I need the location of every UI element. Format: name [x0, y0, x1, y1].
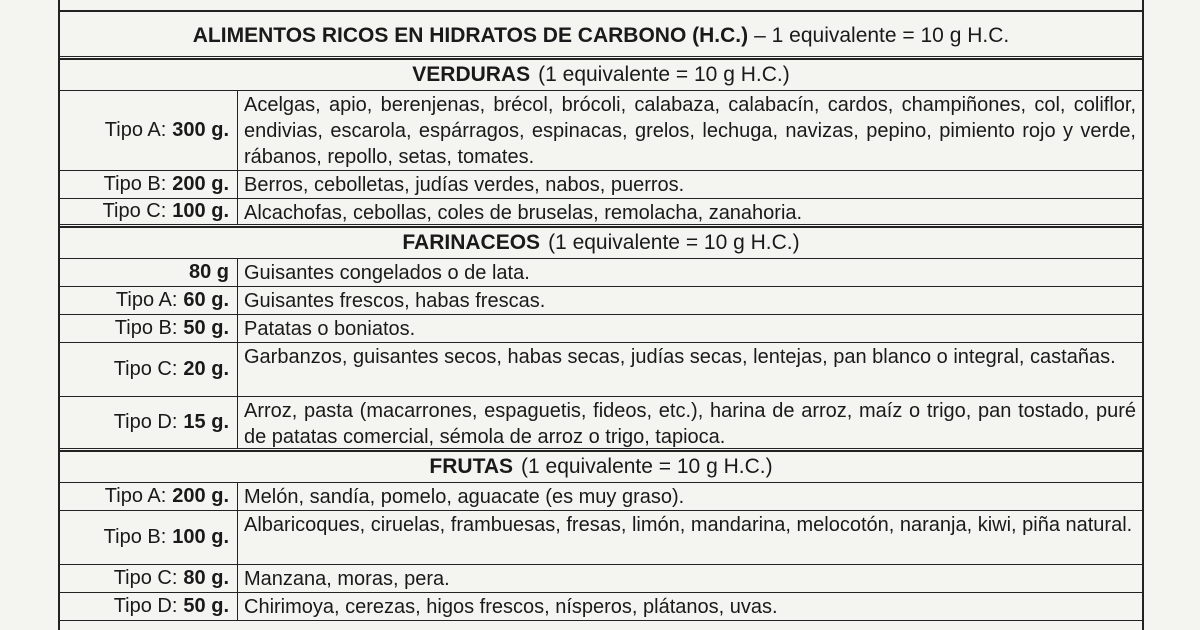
table-row: [60, 511, 1142, 565]
table-row: [60, 315, 1142, 343]
row-items: Guisantes frescos, habas frescas.: [244, 290, 546, 312]
row-amount: 60 g.: [183, 289, 229, 311]
row-items: Patatas o boniatos.: [244, 318, 416, 340]
table-row: [60, 343, 1142, 397]
row-label: [60, 91, 238, 170]
row-label: [60, 199, 238, 224]
row-amount: 15 g.: [183, 411, 229, 433]
row-label: [60, 315, 238, 342]
section-name: FRUTAS: [429, 455, 514, 478]
row-type: Tipo B:: [114, 317, 178, 339]
row-type: Tipo D:: [113, 595, 178, 617]
row-label: [60, 483, 238, 510]
section-header-farinaceos: [60, 227, 1142, 259]
row-amount: 100 g.: [172, 200, 229, 222]
row-amount: 20 g.: [183, 358, 229, 380]
row-items: Albaricoques, ciruelas, frambuesas, fresas, limón, mandarina, melocotón, naranja, kiwi, piña natural.: [244, 514, 1133, 536]
section-note: (1 equivalente = 10 g H.C.): [521, 455, 773, 478]
row-label: [60, 565, 238, 592]
row-items: Acelgas, apio, berenjenas, brécol, brócoli, calabaza, calabacín, cardos, champiñones, col, coliflor, endivias, escarola, espárragos, espinacas, grelos, lechuga, navizas, pepino, pimiento rojo y verde, rábanos, repollo, setas, tomates.: [244, 94, 1136, 168]
table-row: [60, 287, 1142, 315]
row-amount: 200 g.: [172, 173, 229, 195]
row-type: Tipo C:: [102, 200, 167, 222]
row-items: Manzana, moras, pera.: [244, 568, 450, 590]
row-items: Chirimoya, cerezas, higos frescos, nísperos, plátanos, uvas.: [244, 596, 778, 618]
row-type: Tipo A:: [104, 119, 167, 141]
row-label: [60, 397, 238, 448]
carbohydrate-table: [58, 0, 1144, 630]
table-row: [60, 199, 1142, 227]
row-label: [60, 287, 238, 314]
table-row: [60, 91, 1142, 171]
row-amount: 80 g: [188, 261, 229, 283]
row-type: Tipo B:: [103, 173, 167, 195]
row-items: Garbanzos, guisantes secos, habas secas, judías secas, lentejas, pan blanco o integral, castañas.: [244, 346, 1116, 368]
row-items: Berros, cebolletas, judías verdes, nabos, puerros.: [244, 174, 685, 196]
section-header-frutas: [60, 451, 1142, 483]
row-label: [60, 259, 238, 286]
row-items: Arroz, pasta (macarrones, espaguetis, fideos, etc.), harina de arroz, maíz o trigo, pan tostado, puré de patatas comercial, sémola de arroz o trigo, tapioca.: [244, 400, 1136, 448]
top-border: [60, 0, 1142, 11]
row-type: Tipo C:: [113, 358, 178, 380]
row-amount: 80 g.: [183, 567, 229, 589]
row-type: Tipo A:: [104, 485, 167, 507]
row-label: [60, 343, 238, 396]
row-amount: 300 g.: [172, 119, 229, 141]
section-name: FARINACEOS: [402, 231, 541, 254]
row-type: Tipo C:: [113, 567, 178, 589]
row-amount: 200 g.: [172, 485, 229, 507]
row-label: [60, 511, 238, 564]
row-type: Tipo B:: [103, 526, 167, 548]
row-label: [60, 593, 238, 620]
section-header-verduras: [60, 59, 1142, 91]
title-bold: ALIMENTOS RICOS EN HIDRATOS DE CARBONO (H.C.): [192, 24, 749, 47]
row-amount: 100 g.: [172, 526, 229, 548]
row-items: Guisantes congelados o de lata.: [244, 262, 530, 284]
section-note: (1 equivalente = 10 g H.C.): [548, 231, 800, 254]
section-name: VERDURAS: [412, 63, 531, 86]
row-label: [60, 171, 238, 198]
section-note: (1 equivalente = 10 g H.C.): [538, 63, 790, 86]
table-row: [60, 483, 1142, 511]
table-title: [60, 11, 1142, 59]
table-row: [60, 259, 1142, 287]
table-row: [60, 171, 1142, 199]
table-row: [60, 593, 1142, 621]
row-type: Tipo A:: [115, 289, 178, 311]
table-row: [60, 397, 1142, 451]
table-row: [60, 565, 1142, 593]
row-amount: 50 g.: [183, 595, 229, 617]
row-items: Melón, sandía, pomelo, aguacate (es muy graso).: [244, 486, 685, 508]
row-items: Alcachofas, cebollas, coles de bruselas, remolacha, zanahoria.: [244, 202, 803, 224]
title-rest: – 1 equivalente = 10 g H.C.: [754, 24, 1010, 47]
row-type: Tipo D:: [113, 411, 178, 433]
row-amount: 50 g.: [183, 317, 229, 339]
